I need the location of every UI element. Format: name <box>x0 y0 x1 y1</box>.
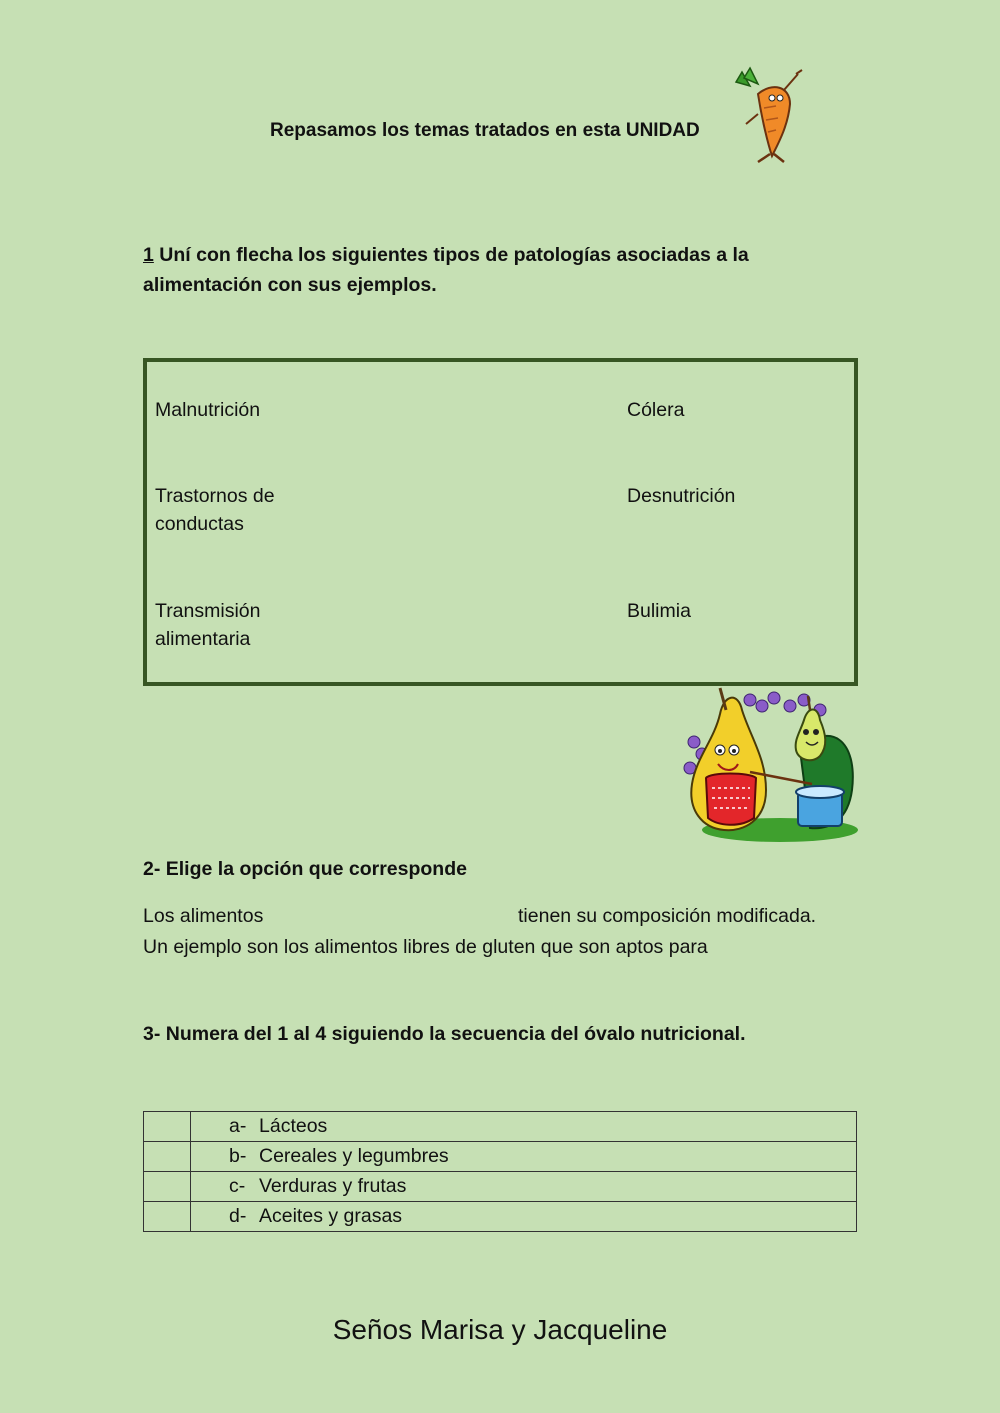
right-item[interactable]: Cólera <box>627 399 685 421</box>
item-letter: a- <box>229 1115 247 1137</box>
number-input-cell[interactable] <box>144 1142 191 1172</box>
sequence-table <box>143 1111 857 1232</box>
item-cell <box>191 1112 857 1142</box>
item-letter: d- <box>229 1205 247 1227</box>
item-label: Cereales y legumbres <box>259 1145 449 1167</box>
item-cell <box>191 1142 857 1172</box>
matching-box <box>143 358 858 686</box>
item-cell <box>191 1172 857 1202</box>
table-row <box>144 1112 857 1142</box>
question-1-prompt <box>143 240 803 300</box>
question-2-text-end: tienen su composición modificada. <box>518 905 817 927</box>
left-item[interactable]: Transmisión alimentaria <box>155 600 261 650</box>
item-label: Verduras y frutas <box>259 1175 407 1197</box>
item-label: Aceites y grasas <box>259 1205 403 1227</box>
item-cell <box>191 1202 857 1232</box>
number-input-cell[interactable] <box>144 1202 191 1232</box>
carrot-illustration <box>728 64 808 166</box>
question-3-heading: 3- Numera del 1 al 4 siguiendo la secuencia del óvalo nutricional. <box>143 1023 746 1045</box>
table-row <box>144 1142 857 1172</box>
item-letter: c- <box>229 1175 246 1197</box>
right-item[interactable]: Bulimia <box>627 600 691 622</box>
question-2-text-start: Los alimentos <box>143 905 264 927</box>
question-1-text: Uní con flecha los siguientes tipos de patologías asociadas a la alimentación con sus ejemplos. <box>143 244 749 296</box>
left-item[interactable]: Trastornos de conductas <box>155 485 275 535</box>
number-input-cell[interactable] <box>144 1112 191 1142</box>
question-1-number: 1 <box>143 244 154 266</box>
number-input-cell[interactable] <box>144 1172 191 1202</box>
item-label: Lácteos <box>259 1115 328 1137</box>
pear-cooking-illustration <box>680 680 860 845</box>
table-row <box>144 1172 857 1202</box>
question-2-heading: 2- Elige la opción que corresponde <box>143 858 467 880</box>
question-2-text-line2: Un ejemplo son los alimentos libres de gluten que son aptos para <box>143 936 708 958</box>
left-item[interactable]: Malnutrición <box>155 399 261 421</box>
page-title: Repasamos los temas tratados en esta UNIDAD <box>270 120 700 141</box>
right-item[interactable]: Desnutrición <box>627 485 736 507</box>
table-row <box>144 1202 857 1232</box>
item-letter: b- <box>229 1145 247 1167</box>
footer-signature: Seños Marisa y Jacqueline <box>332 1314 668 1345</box>
